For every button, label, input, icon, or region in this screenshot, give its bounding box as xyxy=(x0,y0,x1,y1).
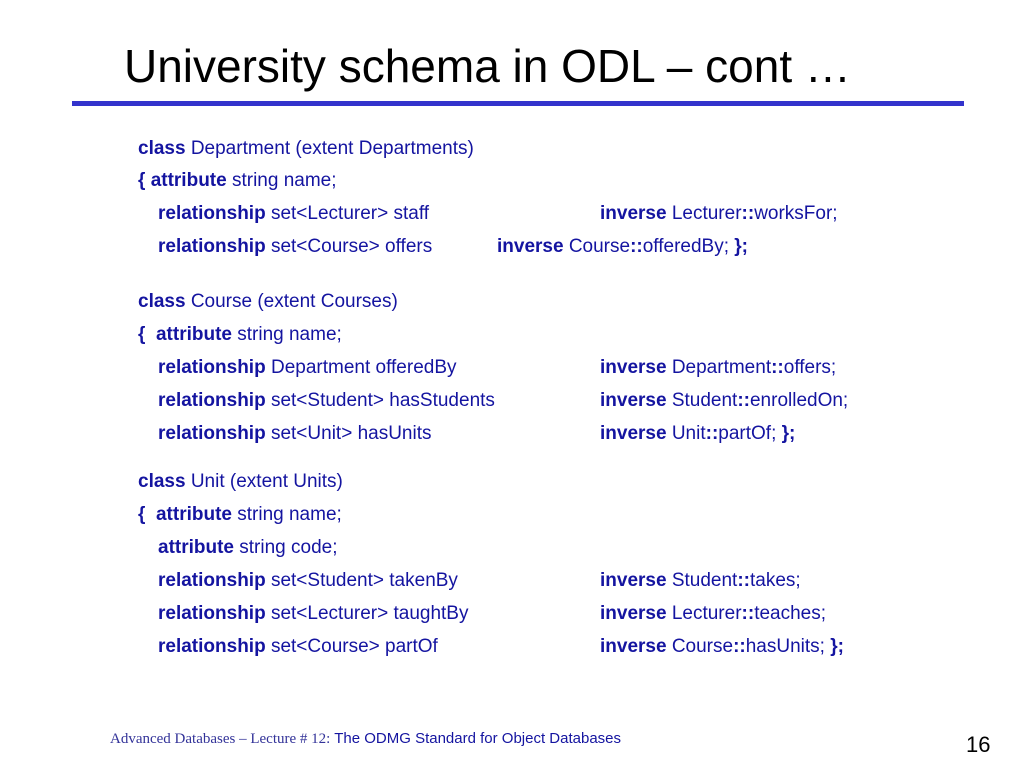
page-number: 16 xyxy=(966,732,991,757)
unit-class-header: class Unit (extent Units) xyxy=(138,471,343,492)
department-relationship-staff: relationship set<Lecturer> staff xyxy=(158,203,430,224)
title-underline xyxy=(72,101,964,106)
course-relationship-hasstudents: relationship set<Student> hasStudents xyxy=(158,390,495,411)
course-inverse-offeredby: inverse Department::offers; xyxy=(600,357,837,378)
unit-inverse-taughtby: inverse Lecturer::teaches; xyxy=(600,603,827,624)
course-inverse-hasunits: inverse Unit::partOf; }; xyxy=(600,423,796,444)
course-relationship-hasunits: relationship set<Unit> hasUnits xyxy=(158,423,432,444)
unit-inverse-partof: inverse Course::hasUnits; }; xyxy=(600,636,844,657)
unit-relationship-takenby: relationship set<Student> takenBy xyxy=(158,570,458,591)
course-inverse-hasstudents: inverse Student::enrolledOn; xyxy=(600,390,849,411)
department-inverse-offers: inverse Course::offeredBy; }; xyxy=(497,236,749,257)
department-relationship-offers: relationship set<Course> offers xyxy=(158,236,433,257)
department-attribute-name: { attribute string name; xyxy=(138,170,337,191)
unit-inverse-takenby: inverse Student::takes; xyxy=(600,570,801,591)
course-relationship-offeredby: relationship Department offeredBy xyxy=(158,357,457,378)
unit-relationship-taughtby: relationship set<Lecturer> taughtBy xyxy=(158,603,469,624)
slide-title: University schema in ODL – cont … xyxy=(124,40,851,92)
footer-course: Advanced Databases – Lecture # 12: xyxy=(110,731,331,747)
unit-relationship-partof: relationship set<Course> partOf xyxy=(158,636,438,657)
course-class-header: class Course (extent Courses) xyxy=(138,291,398,312)
footer-topic: The ODMG Standard for Object Databases xyxy=(330,730,622,747)
course-attribute-name: { attribute string name; xyxy=(138,324,342,345)
department-inverse-staff: inverse Lecturer::worksFor; xyxy=(600,203,838,224)
unit-attribute-name: { attribute string name; xyxy=(138,504,342,525)
department-class-header: class Department (extent Departments) xyxy=(138,138,474,159)
unit-attribute-code: attribute string code; xyxy=(158,537,338,558)
slide-footer xyxy=(110,728,621,750)
